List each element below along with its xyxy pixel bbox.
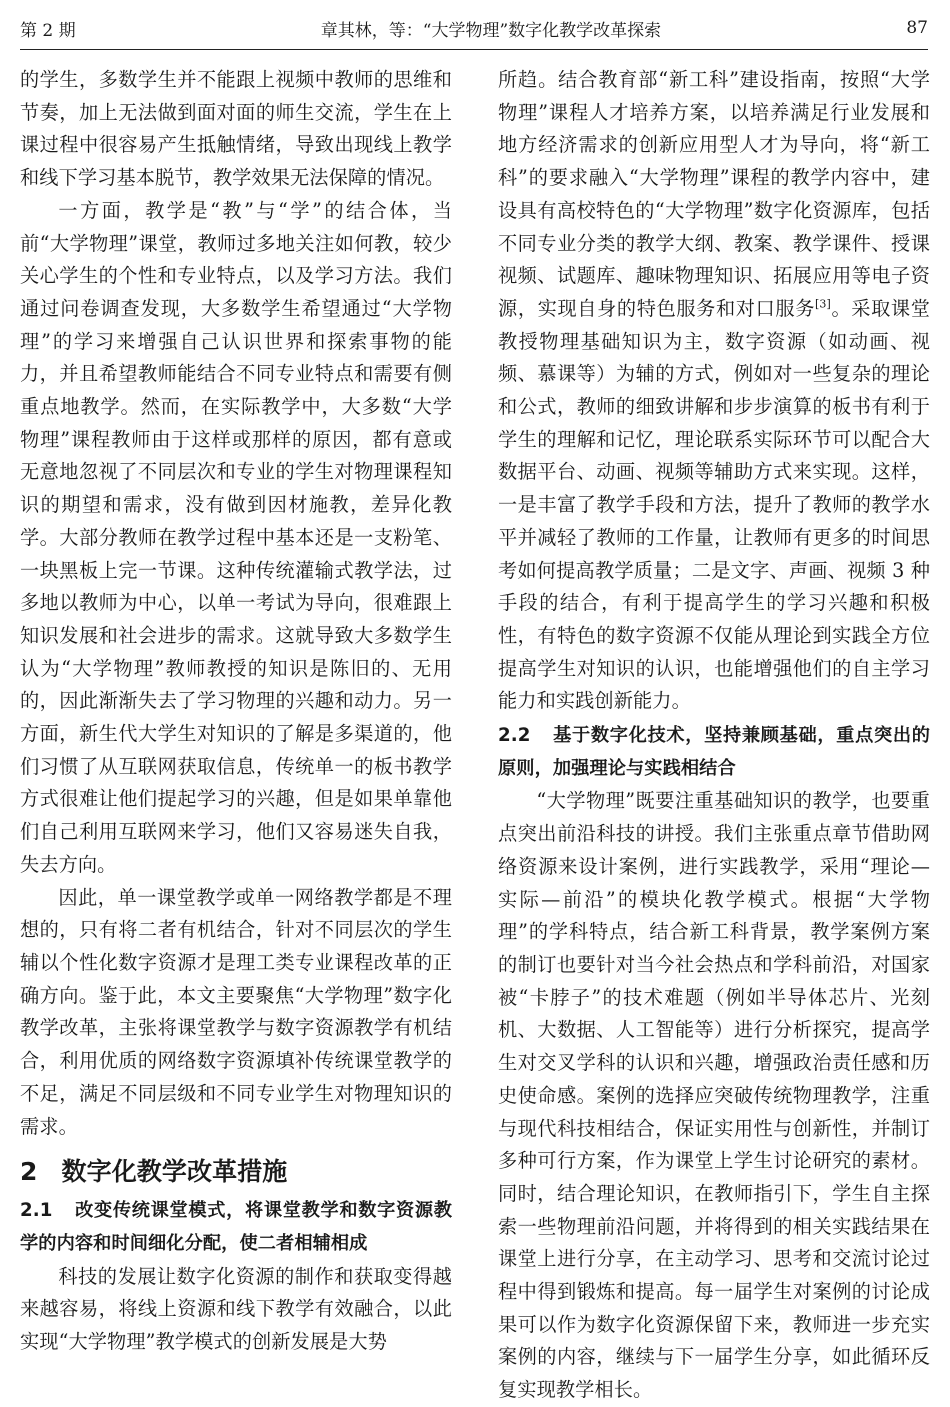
right-column — [498, 64, 930, 1407]
subsection-number: 2.1 — [20, 1200, 53, 1222]
paragraph-2-2: “大学物理”既要注重基础知识的教学，也要重点突出前沿科技的讲授。我们主张重点章节借助网络资源来设计案例，进行实践教学，采用“理论—实际—前沿”的模块化教学模式。根据“大学物理”的学科特点，结合新工科背景，教学案例方案的制订也要针对当今社会热点和学科前沿，对国家被“卡脖子”的技术难题（例如半导体芯片、光刻机、大数据、人工智能等）进行分析探究，提高学生对交叉学科的认识和兴趣，增强政治责任感和历史使命感。案例的选择应突破传统物理教学，注重与现代科技相结合，保证实用性与创新性，并制订多种可行方案，作为课堂上学生讨论研究的素材。同时，结合理论知识，在教师指引下，学生自主探索一些物理前沿问题，并将得到的相关实践结果在课堂上进行分享，在主动学习、思考和交流讨论过程中得到锻炼和提高。每一届学生对案例的讨论成果可以作为数字化资源保留下来，教师进一步充实案例的内容，继续与下一届学生分享，如此循环反复实现教学相长。 — [498, 789, 930, 1402]
paragraph-conclusion: 因此，单一课堂教学或单一网络教学都是不理想的，只有将二者有机结合，针对不同层次的学生辅以个性化数字资源才是理工类专业课程改革的正确方向。鉴于此，本文主要聚焦“大学物理”数字化教学改革，主张将课堂教学与数字资源教学有机结合，利用优质的网络数字资源填补传统课堂教学的不足，满足不同层级和不同专业学生对物理知识的需求。 — [20, 885, 452, 1138]
subsection-heading-2-1 — [20, 1195, 452, 1260]
section-title: 数字化教学改革措施 — [61, 1157, 288, 1187]
section-heading — [20, 1153, 452, 1191]
paragraph-continued: 的学生，多数学生并不能跟上视频中教师的思维和节奏，加上无法做到面对面的师生交流，学生在上课过程中很容易产生抵触情绪，导致出现线上教学和线下学习基本脱节，教学效果无法保障的情况。 — [20, 68, 452, 190]
citation-ref: [3] — [815, 297, 831, 311]
running-header — [20, 12, 928, 44]
text-after-citation: 。采取课堂教授物理基础知识为主，数字资源（如动画、视频、慕课等）为辅的方式，例如对一些复杂的理论和公式，教师的细致讲解和步步演算的板书有利于学生的理解和记忆，理论联系实际环节可以配合大数据平台、动画、视频等辅助方式来实现。这样，一是丰富了教学手段和方法，提升了教师的教学水平并减轻了教师的工作量，让教师有更多的时间思考如何提高教学质量；二是文字、声画、视频 3 种手段的结合，有利于提高学生的学习兴趣和积极性，有特色的数字资源不仅能从理论到实践全方位提高学生对知识的认识，也能增强他们的自主学习能力和实践创新能力。 — [498, 296, 930, 713]
subsection-title: 基于数字化技术，坚持兼顾基础，重点突出的原则，加强理论与实践相结合 — [498, 725, 930, 779]
issue-label: 第 2 期 — [20, 20, 76, 41]
subsection-title: 改变传统课堂模式，将课堂教学和数字资源教学的内容和时间细化分配，使二者相辅相成 — [20, 1200, 452, 1254]
paragraph-2-1-continued — [498, 64, 930, 718]
section-number: 2 — [20, 1157, 38, 1187]
text-before-citation: 所趋。结合教育部“新工科”建设指南，按照“大学物理”课程人才培养方案，以培养满足行业发展和地方经济需求的创新应用型人才为导向，将“新工科”的要求融入“大学物理”课程的教学内容中，建设具有高校特色的“大学物理”数字化资源库，包括不同专业分类的教学大纲、教案、教学课件、授课视频、试题库、趣味物理知识、拓展应用等电子资源，实现自身的特色服务和对口服务 — [498, 68, 930, 320]
left-column — [20, 64, 452, 1359]
header-rule — [20, 49, 928, 50]
paragraph-2-1-start: 科技的发展让数字化资源的制作和获取变得越来越容易，将线上资源和线下教学有效融合，以此实现“大学物理”教学模式的创新发展是大势 — [20, 1264, 452, 1354]
subsection-number: 2.2 — [498, 725, 531, 747]
running-title: 章其林，等：“大学物理”数字化教学改革探索 — [320, 20, 662, 41]
page-number: 87 — [906, 18, 928, 38]
subsection-heading-2-2 — [498, 720, 930, 785]
paragraph-teaching-problems: 一方面，教学是“教”与“学”的结合体，当前“大学物理”课堂，教师过多地关注如何教，较少关心学生的个性和专业特点，以及学习方法。我们通过问卷调查发现，大多数学生希望通过“大学物理”的学习来增强自己认识世界和探索事物的能力，并且希望教师能结合不同专业特点和需要有侧重点地教学。然而，在实际教学中，大多数“大学物理”课程教师由于这样或那样的原因，都有意或无意地忽视了不同层次和专业的学生对物理课程知识的期望和需求，没有做到因材施教，差异化教学。大部分教师在教学过程中基本还是一支粉笔、一块黑板上完一节课。这种传统灌输式教学法，过多地以教师为中心，以单一考试为导向，很难跟上知识发展和社会进步的需求。这就导致大多数学生认为“大学物理”教师教授的知识是陈旧的、无用的，因此渐渐失去了学习物理的兴趣和动力。另一方面，新生代大学生对知识的了解是多渠道的，他们习惯了从互联网获取信息，传统单一的板书教学方式很难让他们提起学习的兴趣，但是如果单靠他们自己利用互联网来学习，他们又容易迷失自我，失去方向。 — [20, 198, 452, 876]
